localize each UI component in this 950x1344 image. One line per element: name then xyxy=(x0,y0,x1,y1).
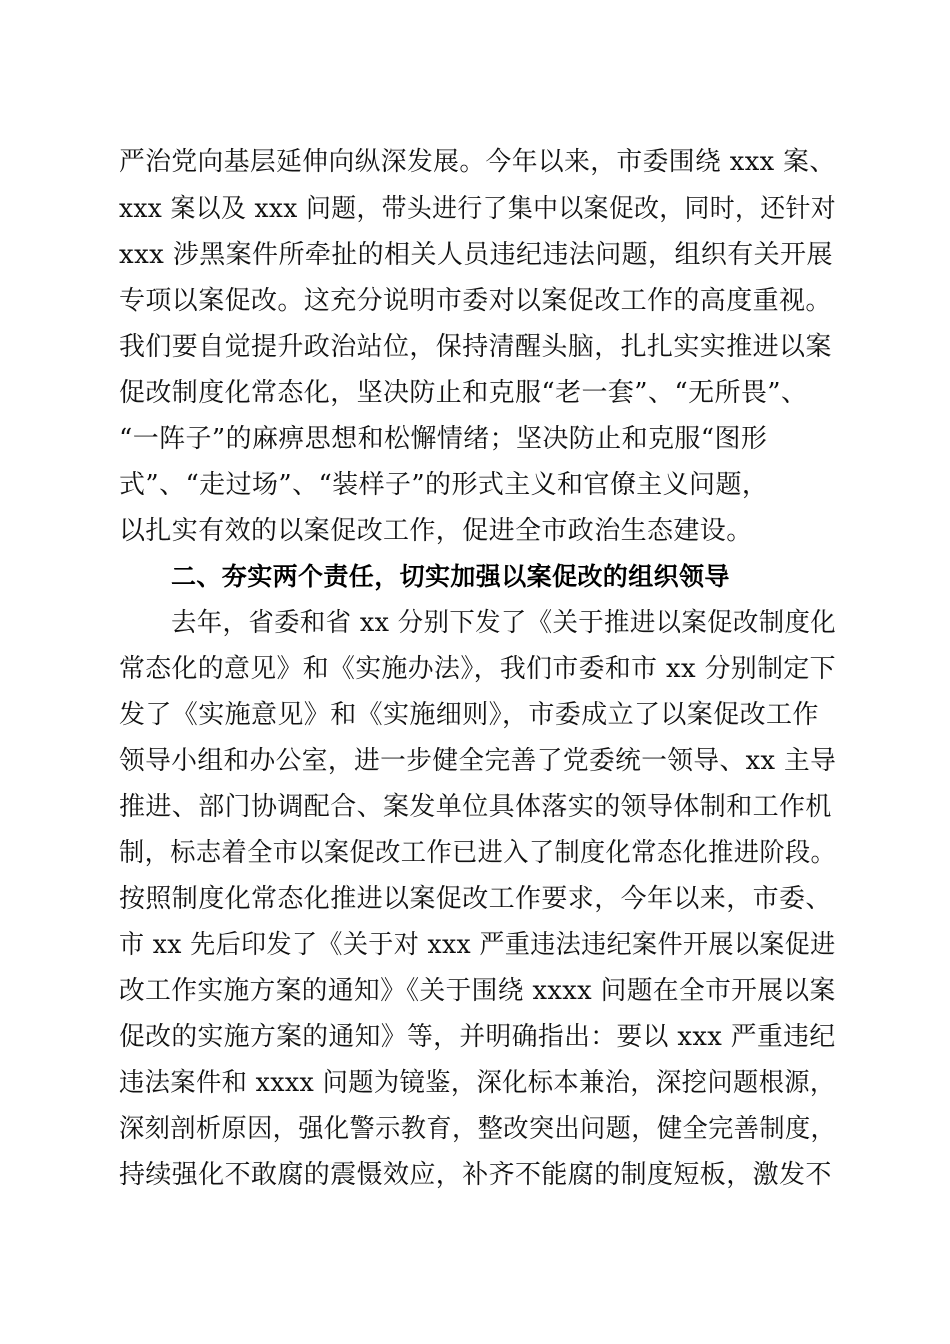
text-line: 推进、部门协调配合、案发单位具体落实的领导体制和工作机 xyxy=(119,792,832,822)
text-line: 制，标志着全市以案促改工作已进入了制度化常态化推进阶段。 xyxy=(119,838,837,868)
text-line: 发了《实施意见》和《实施细则》，市委成立了以案促改工作 xyxy=(119,700,819,730)
text-line: 专项以案促改。这充分说明市委对以案促改工作的高度重视。 xyxy=(119,286,832,316)
text-line: 我们要自觉提升政治站位，保持清醒头脑，扎扎实实推进以案 xyxy=(119,332,832,362)
text-line: xxx 案以及 xxx 问题，带头进行了集中以案促改，同时，还针对 xyxy=(119,194,836,224)
text-line: “一阵子”的麻痹思想和松懈情绪；坚决防止和克服“图形 xyxy=(119,424,768,454)
text-line: 改工作实施方案的通知》《关于围绕 xxxx 问题在全市开展以案 xyxy=(119,976,836,1006)
text-line: 按照制度化常态化推进以案促改工作要求，今年以来，市委、 xyxy=(119,884,832,914)
text-line: xxx 涉黑案件所牵扯的相关人员违纪违法问题，组织有关开展 xyxy=(119,240,833,270)
text-line: 式”、“走过场”、“装样子”的形式主义和官僚主义问题， xyxy=(119,470,769,500)
text-line: 领导小组和办公室，进一步健全完善了党委统一领导、xx 主导 xyxy=(119,746,837,776)
text-line: 促改的实施方案的通知》等，并明确指出：要以 xxx 严重违纪 xyxy=(119,1022,836,1052)
text-line: 持续强化不敢腐的震慑效应，补齐不能腐的制度短板，激发不 xyxy=(119,1160,832,1190)
text-line: 常态化的意见》和《实施办法》，我们市委和市 xx 分别制定下 xyxy=(119,654,836,684)
text-line: 市 xx 先后印发了《关于对 xxx 严重违法违纪案件开展以案促进 xyxy=(119,930,836,960)
text-line: 去年，省委和省 xx 分别下发了《关于推进以案促改制度化 xyxy=(171,608,837,638)
text-line: 以扎实有效的以案促改工作，促进全市政治生态建设。 xyxy=(119,516,753,546)
text-line: 促改制度化常态化，坚决防止和克服“老一套”、“无所畏”、 xyxy=(119,378,808,408)
text-line: 深刻剖析原因，强化警示教育，整改突出问题，健全完善制度， xyxy=(119,1114,837,1144)
text-line: 严治党向基层延伸向纵深发展。今年以来，市委围绕 xxx 案、 xyxy=(119,147,836,177)
text-line: 违法案件和 xxxx 问题为镜鉴，深化标本兼治，深挖问题根源， xyxy=(119,1068,836,1098)
section-heading: 二、夯实两个责任，切实加强以案促改的组织领导 xyxy=(171,562,730,591)
